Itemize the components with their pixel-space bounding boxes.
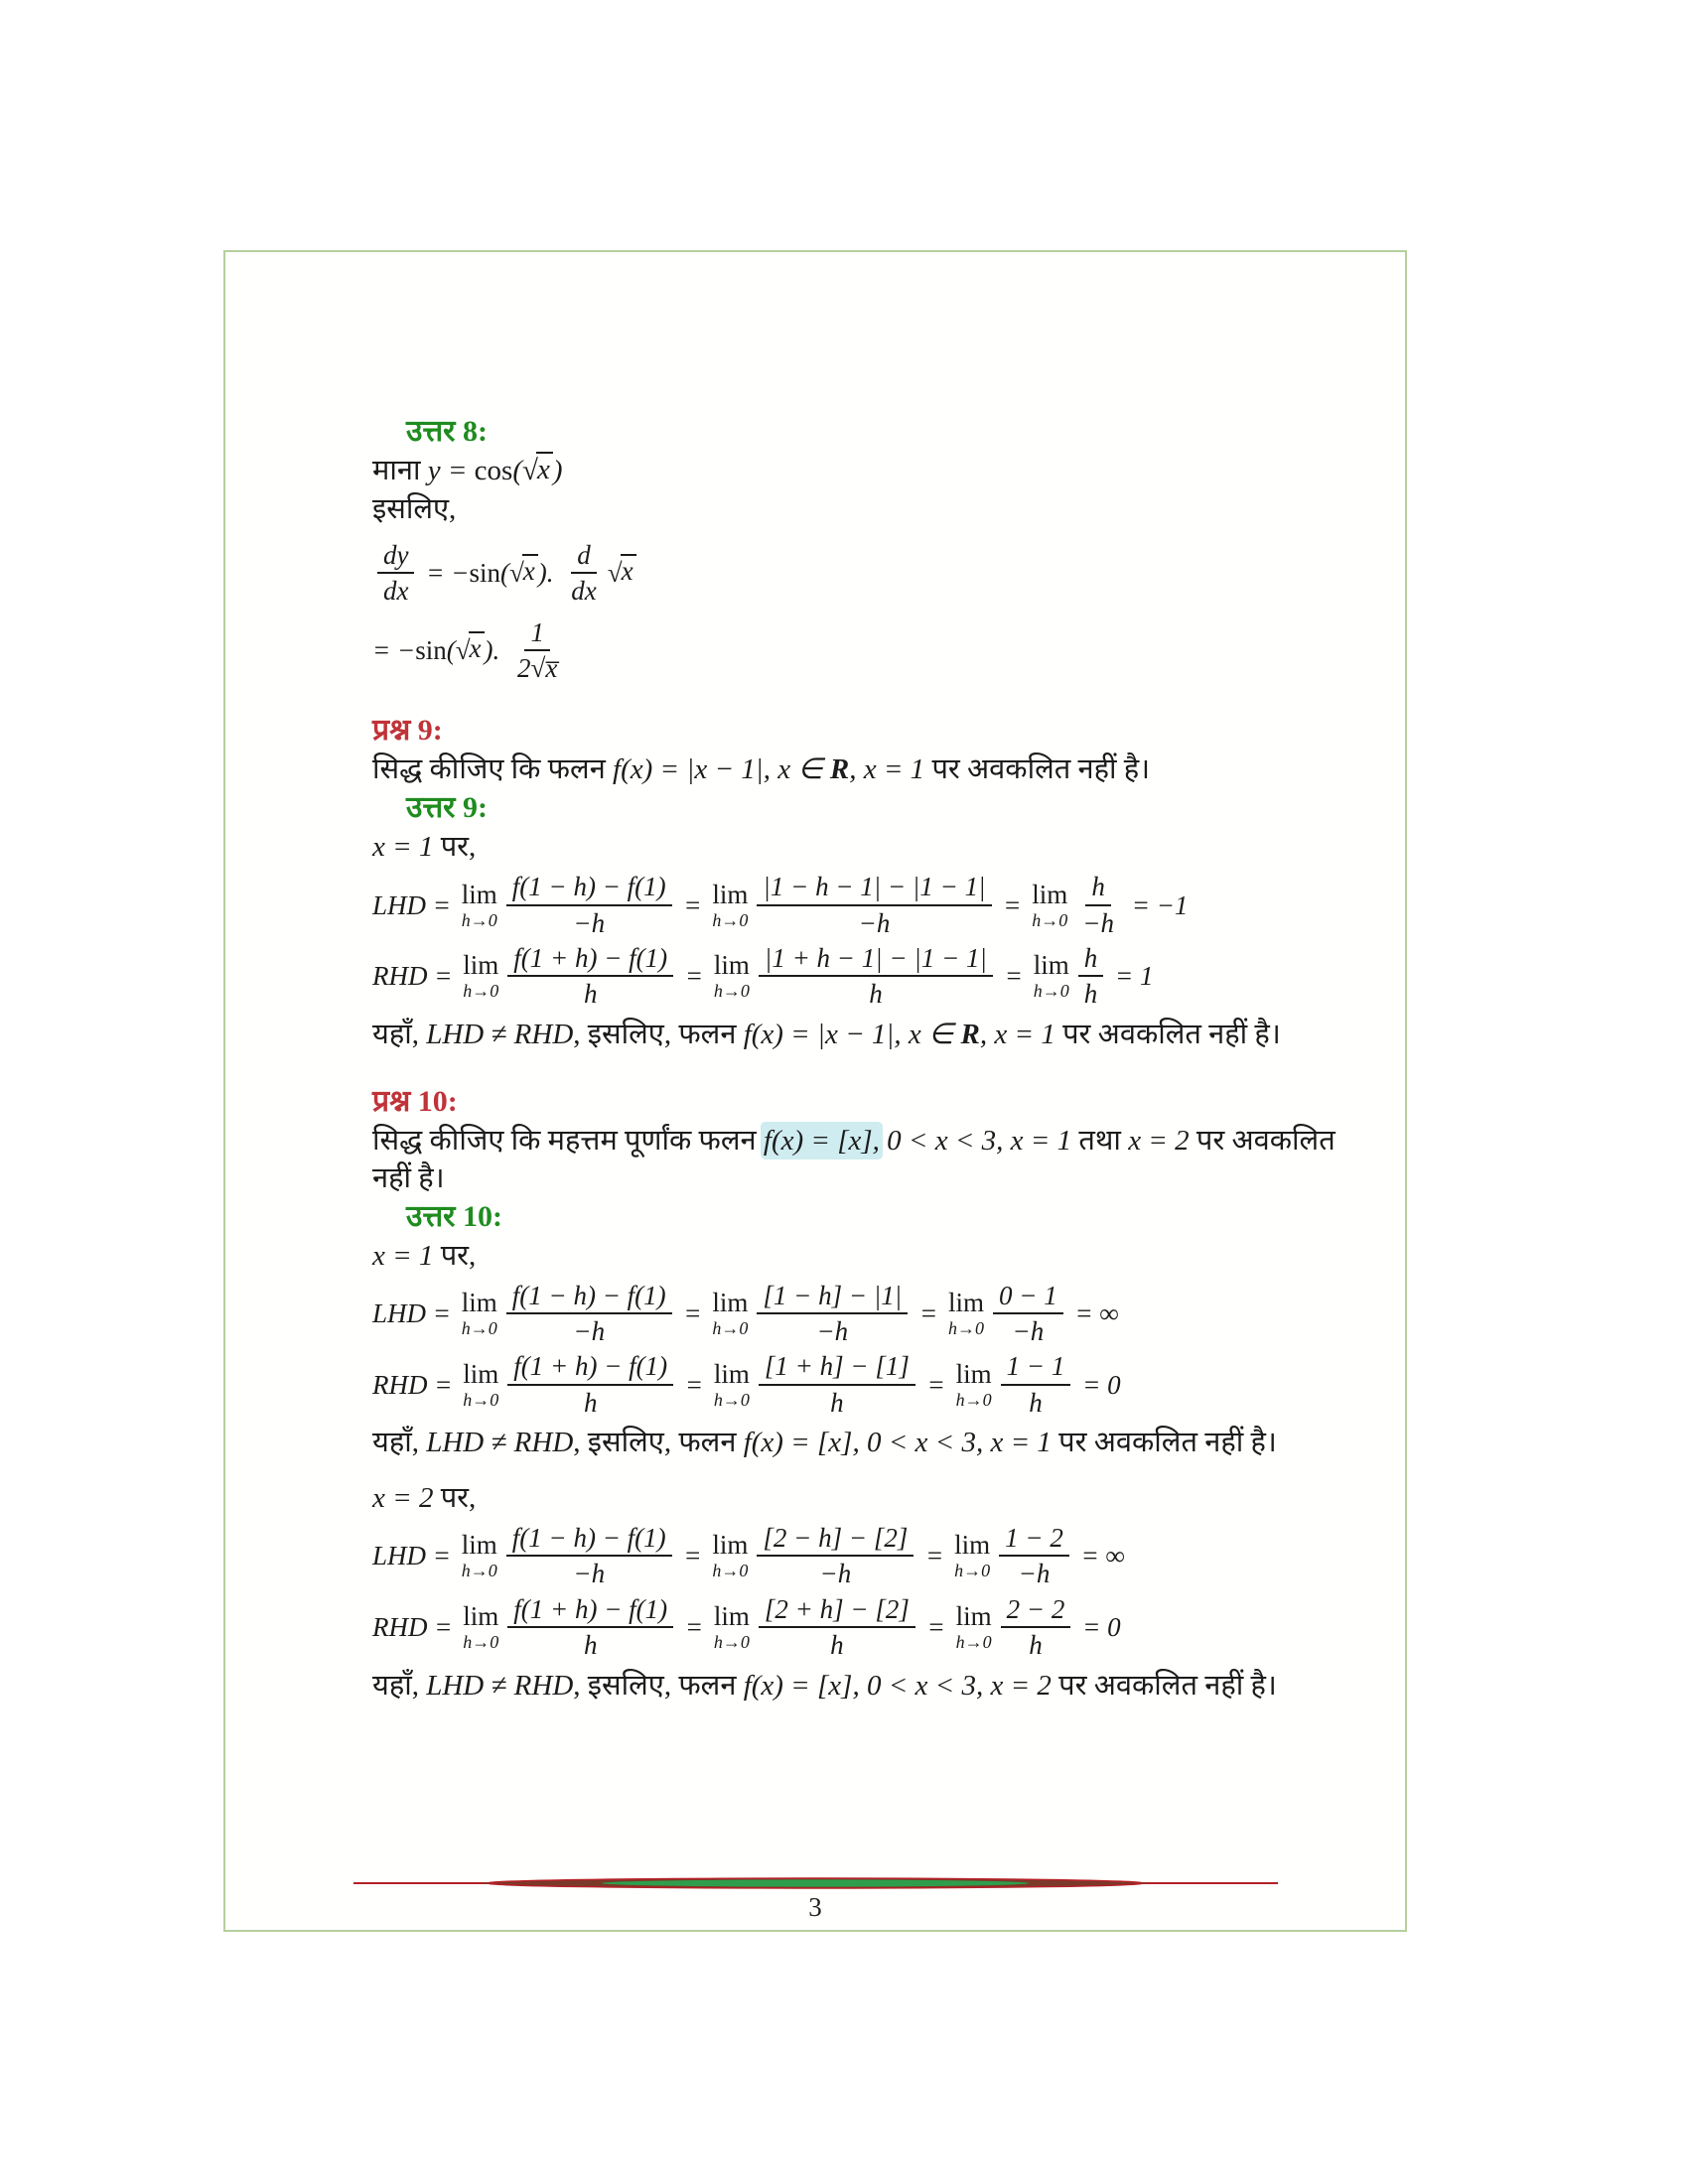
text-token: = [676, 1541, 709, 1571]
highlighted-math: f(x) = [x], [763, 1124, 880, 1157]
text-token: RHD = [372, 961, 460, 992]
text-token: यहाँ, [372, 1427, 427, 1459]
text-token: ) [552, 455, 563, 486]
limit-word: lim [712, 1288, 749, 1318]
fraction [1001, 1595, 1071, 1660]
page-content [372, 413, 1350, 1706]
limit-operator [463, 1603, 498, 1651]
text-token: = − [372, 635, 416, 666]
answer-10-x1-conclusion [372, 1424, 1350, 1461]
limit-subscript: h→0 [463, 1632, 499, 1653]
text-token: x = 1 [372, 831, 434, 864]
fraction [1076, 873, 1120, 937]
fraction-denominator: h [583, 1630, 598, 1661]
text-token: ( [446, 635, 456, 666]
limit-operator [1034, 952, 1069, 1000]
limit-word: lim [712, 1530, 749, 1561]
limit-operator [463, 1358, 499, 1410]
limit-subscript: h→0 [463, 1389, 499, 1410]
limit-word: lim [713, 1358, 750, 1389]
fraction-denominator: h [583, 1387, 598, 1418]
radical-sign: √ [455, 635, 471, 666]
answer-10-x1-line [372, 1237, 1350, 1275]
text-token: सिद्ध कीजिए कि महत्तम पूर्णांक फलन [372, 1124, 764, 1157]
fraction-denominator: −h [1082, 907, 1114, 938]
text-token: = [678, 1612, 710, 1643]
text-token: पर अवकलित नहीं है। [372, 1124, 1342, 1194]
text-token: R [960, 1018, 980, 1050]
text-token: f(x) = [x], 0 < x < 3, x = 2 [743, 1669, 1052, 1702]
text-token: = 0 [1075, 1612, 1121, 1643]
text-token: पर अवकलित नहीं है। [924, 753, 1151, 786]
text-token: = [997, 961, 1030, 992]
text-token: प्रश्न 10: [372, 1084, 458, 1118]
text-token: LHD = [372, 1298, 458, 1329]
limit-subscript: h→0 [713, 1632, 750, 1653]
fraction [757, 1282, 908, 1346]
limit-operator [1032, 879, 1068, 930]
fraction-denominator: h [830, 1387, 844, 1418]
fraction [759, 944, 993, 1009]
fraction-numerator: [1 + h] − [1] [759, 1352, 915, 1385]
text-token: = [678, 961, 710, 992]
fraction-denominator: h [1029, 1630, 1043, 1661]
radical-sign: √ [522, 455, 538, 486]
text-token: sin [415, 635, 447, 666]
text-token: , x = 1 [979, 1018, 1055, 1050]
text-token: cos [474, 455, 513, 486]
derivative-step-2 [372, 618, 1350, 683]
text-token: ( [512, 455, 523, 486]
limit-word: lim [463, 950, 499, 981]
fraction-numerator: 1 [524, 618, 550, 651]
text-token: उत्तर 8: [406, 415, 488, 448]
fraction-numerator: [2 + h] − [2] [759, 1595, 915, 1628]
answer-10-x2-conclusion [372, 1667, 1350, 1705]
limit-word: lim [954, 1530, 991, 1561]
fraction-denominator: −h [858, 907, 891, 938]
text-token: , इसलिए, फलन [573, 1427, 744, 1459]
text-token: LHD ≠ RHD [426, 1669, 574, 1702]
text-token: = 0 [1075, 1369, 1121, 1400]
fraction-numerator: f(1 + h) − f(1) [507, 1352, 673, 1385]
fraction [757, 1524, 914, 1588]
fraction-denominator: h [583, 979, 598, 1010]
fraction [506, 1282, 672, 1346]
text-token: RHD = [372, 1369, 460, 1400]
limit-word: lim [463, 1358, 499, 1389]
text-token: पर अवकलित नहीं है। [1055, 1018, 1281, 1050]
text-token: x = 2 [1128, 1124, 1190, 1157]
derivative-step-1 [372, 541, 1350, 606]
limit-subscript: h→0 [461, 1561, 497, 1581]
text-token: = −1 [1124, 889, 1189, 920]
question-10-text [372, 1122, 1350, 1197]
radical-sign: √ [607, 558, 623, 589]
text-token: LHD = [372, 1541, 458, 1571]
radicand: x [536, 452, 553, 486]
text-token: f(x) = |x − 1|, x ∈ [743, 1018, 961, 1050]
text-token: = 1 [1108, 961, 1154, 992]
fraction-denominator: h [869, 979, 883, 1010]
fraction [507, 944, 673, 1009]
question-9-text [372, 751, 1350, 788]
text-token: पर, [433, 1482, 477, 1515]
text-token: पर, [433, 1239, 477, 1272]
fraction [377, 541, 414, 606]
fraction-denominator: 2√x̅ [517, 653, 558, 684]
text-token: ). [484, 635, 507, 666]
text-token: पर अवकलित नहीं है। [1051, 1427, 1277, 1459]
radicand: x [469, 631, 485, 664]
text-token: , इसलिए, फलन [573, 1669, 744, 1702]
fraction-denominator: −h [819, 1559, 852, 1589]
limit-subscript: h→0 [955, 1389, 992, 1410]
text-token: माना [372, 455, 428, 486]
fraction-numerator: f(1 − h) − f(1) [506, 873, 672, 905]
limit-operator [714, 952, 750, 1000]
fraction-denominator: h [830, 1630, 844, 1661]
footer-divider [352, 1876, 1280, 1890]
fraction-denominator: dx [571, 576, 597, 607]
fraction-denominator: dx [383, 576, 409, 607]
limit-word: lim [1032, 879, 1068, 909]
fraction-numerator: [2 − h] − [2] [757, 1524, 914, 1557]
fraction-numerator: h [1078, 944, 1104, 977]
fraction [565, 541, 602, 606]
limit-subscript: h→0 [955, 1632, 992, 1653]
sqrt-expression [456, 631, 485, 669]
answer-9-conclusion [372, 1016, 1350, 1053]
hence-line [372, 490, 1350, 528]
text-token: = − [419, 558, 470, 589]
limit-word: lim [947, 1288, 984, 1318]
limit-subscript: h→0 [712, 909, 749, 930]
radicand: x [621, 554, 636, 587]
fraction-numerator: [1 − h] − |1| [757, 1282, 908, 1314]
fraction-numerator: f(1 + h) − f(1) [507, 1595, 673, 1628]
text-token: ( [499, 558, 509, 589]
fraction-denominator: −h [573, 1559, 606, 1589]
fraction [759, 1595, 915, 1660]
limit-operator [954, 1532, 990, 1579]
text-token: x = 2 [372, 1482, 434, 1515]
text-token: x = 1 [372, 1239, 434, 1272]
limit-operator [955, 1358, 992, 1410]
page-number: 3 [808, 1892, 822, 1922]
limit-operator [462, 1532, 497, 1579]
text-token: LHD = [372, 889, 458, 920]
fraction [759, 1352, 915, 1417]
fraction [507, 1595, 673, 1660]
text-token: इसलिए, [372, 493, 457, 525]
fraction-numerator: d [571, 541, 597, 574]
text-token: यहाँ, [372, 1669, 427, 1702]
radicand: x [522, 554, 538, 587]
fraction-numerator: f(1 − h) − f(1) [506, 1524, 672, 1557]
limit-subscript: h→0 [947, 1318, 984, 1339]
text-token: = [676, 1298, 709, 1329]
limit-operator [462, 1290, 497, 1337]
question-9-heading [372, 712, 1350, 750]
limit-operator [713, 1358, 750, 1410]
fraction [1001, 1352, 1071, 1417]
text-token: f(x) = |x − 1|, x ∈ [613, 753, 830, 786]
text-token: RHD = [372, 1612, 460, 1643]
fraction-denominator: −h [1018, 1559, 1051, 1589]
text-token: प्रश्न 9: [372, 714, 443, 748]
text-token: , इसलिए, फलन [573, 1018, 744, 1050]
fraction-numerator: |1 − h − 1| − |1 − 1| [757, 873, 991, 905]
fraction-denominator: h [1083, 979, 1098, 1010]
text-token: y = [427, 455, 475, 486]
text-token: = [919, 1612, 952, 1643]
limit-operator [956, 1603, 992, 1651]
fraction-denominator: −h [573, 907, 606, 938]
question-10-heading [372, 1083, 1350, 1121]
text-token: R [829, 753, 850, 786]
fraction-denominator: −h [573, 1316, 606, 1347]
answer-10-x2-line [372, 1479, 1350, 1517]
limit-word: lim [461, 1530, 497, 1561]
limit-operator [461, 879, 497, 930]
text-token: पर अवकलित नहीं है। [1051, 1669, 1277, 1702]
limit-operator [948, 1290, 984, 1337]
text-token: पर, [433, 831, 477, 864]
limit-word: lim [955, 1358, 992, 1389]
limit-operator [463, 952, 498, 1000]
limit-word: lim [713, 950, 750, 981]
fraction-denominator: −h [1012, 1316, 1045, 1347]
fraction [506, 1524, 672, 1588]
fraction-numerator: |1 + h − 1| − |1 − 1| [759, 944, 993, 977]
fraction-numerator: f(1 − h) − f(1) [506, 1282, 672, 1314]
page-footer [225, 1876, 1405, 1922]
text-token: = ∞ [1067, 1298, 1119, 1329]
radical-sign: √ [508, 558, 524, 589]
text-token: LHD ≠ RHD [426, 1427, 574, 1459]
fraction-denominator: −h [816, 1316, 849, 1347]
text-token: = [913, 1298, 944, 1329]
answer-9-rhd-equation [372, 944, 1350, 1009]
text-token: = [918, 1541, 951, 1571]
text-token: = ∞ [1073, 1541, 1125, 1571]
sqrt-expression [522, 452, 553, 489]
text-token: तथा [1071, 1124, 1129, 1157]
limit-word: lim [461, 1288, 497, 1318]
limit-subscript: h→0 [461, 1318, 497, 1339]
fraction [506, 873, 672, 937]
limit-subscript: h→0 [954, 1561, 991, 1581]
text-token: LHD ≠ RHD [426, 1018, 574, 1050]
fraction [993, 1282, 1063, 1346]
answer-9-lhd-equation [372, 873, 1350, 937]
limit-subscript: h→0 [1032, 909, 1068, 930]
fraction [757, 873, 991, 937]
limit-operator [712, 1290, 748, 1337]
fraction-numerator: 1 − 1 [1001, 1352, 1071, 1385]
answer-10-x1-lhd-equation [372, 1282, 1350, 1346]
limit-subscript: h→0 [461, 909, 497, 930]
fraction [1078, 944, 1104, 1009]
limit-word: lim [955, 1601, 992, 1632]
limit-subscript: h→0 [713, 1389, 750, 1410]
document-page [223, 250, 1407, 1932]
limit-operator [712, 879, 749, 930]
limit-operator [714, 1603, 750, 1651]
limit-subscript: h→0 [712, 1318, 749, 1339]
fraction-numerator: 2 − 2 [1001, 1595, 1071, 1628]
answer-8-heading [406, 413, 1350, 451]
answer-10-x2-rhd-equation [372, 1595, 1350, 1660]
limit-subscript: h→0 [712, 1561, 749, 1581]
limit-subscript: h→0 [1033, 981, 1069, 1002]
text-token: f(x) = [x], 0 < x < 3, x = 1 [743, 1427, 1052, 1459]
given-function-line [372, 452, 1350, 489]
fraction [507, 1352, 673, 1417]
text-token: 0 < x < 3, x = 1 [879, 1124, 1072, 1157]
text-token: उत्तर 10: [406, 1199, 502, 1233]
limit-operator [712, 1532, 748, 1579]
fraction-numerator: dy [377, 541, 414, 574]
fraction [511, 618, 563, 683]
fraction-numerator: h [1085, 873, 1111, 905]
limit-word: lim [713, 1601, 750, 1632]
fraction-numerator: 0 − 1 [993, 1282, 1063, 1314]
answer-9-x1-line [372, 828, 1350, 866]
text-token: ). [537, 558, 561, 589]
answer-10-x1-rhd-equation [372, 1352, 1350, 1417]
text-token: उत्तर 9: [406, 791, 488, 825]
fraction-numerator: f(1 + h) − f(1) [507, 944, 673, 977]
fraction [999, 1524, 1069, 1588]
text-token: = [676, 889, 709, 920]
limit-word: lim [1033, 950, 1069, 981]
answer-9-heading [406, 789, 1350, 827]
text-token: = [996, 889, 1029, 920]
limit-subscript: h→0 [463, 981, 499, 1002]
limit-word: lim [461, 879, 497, 909]
fraction-denominator: h [1029, 1387, 1043, 1418]
limit-subscript: h→0 [713, 981, 750, 1002]
text-token: , x = 1 [849, 753, 925, 786]
limit-word: lim [463, 1601, 499, 1632]
text-token: sin [469, 558, 500, 589]
sqrt-expression [608, 554, 636, 592]
text-token: सिद्ध कीजिए कि फलन [372, 753, 614, 786]
answer-10-heading [406, 1198, 1350, 1236]
fraction-numerator: 1 − 2 [999, 1524, 1069, 1557]
sqrt-expression [509, 554, 538, 592]
text-token: = [919, 1369, 952, 1400]
text-token: = [678, 1369, 710, 1400]
text-token: यहाँ, [372, 1018, 427, 1050]
limit-word: lim [712, 879, 749, 909]
answer-10-x2-lhd-equation [372, 1524, 1350, 1588]
